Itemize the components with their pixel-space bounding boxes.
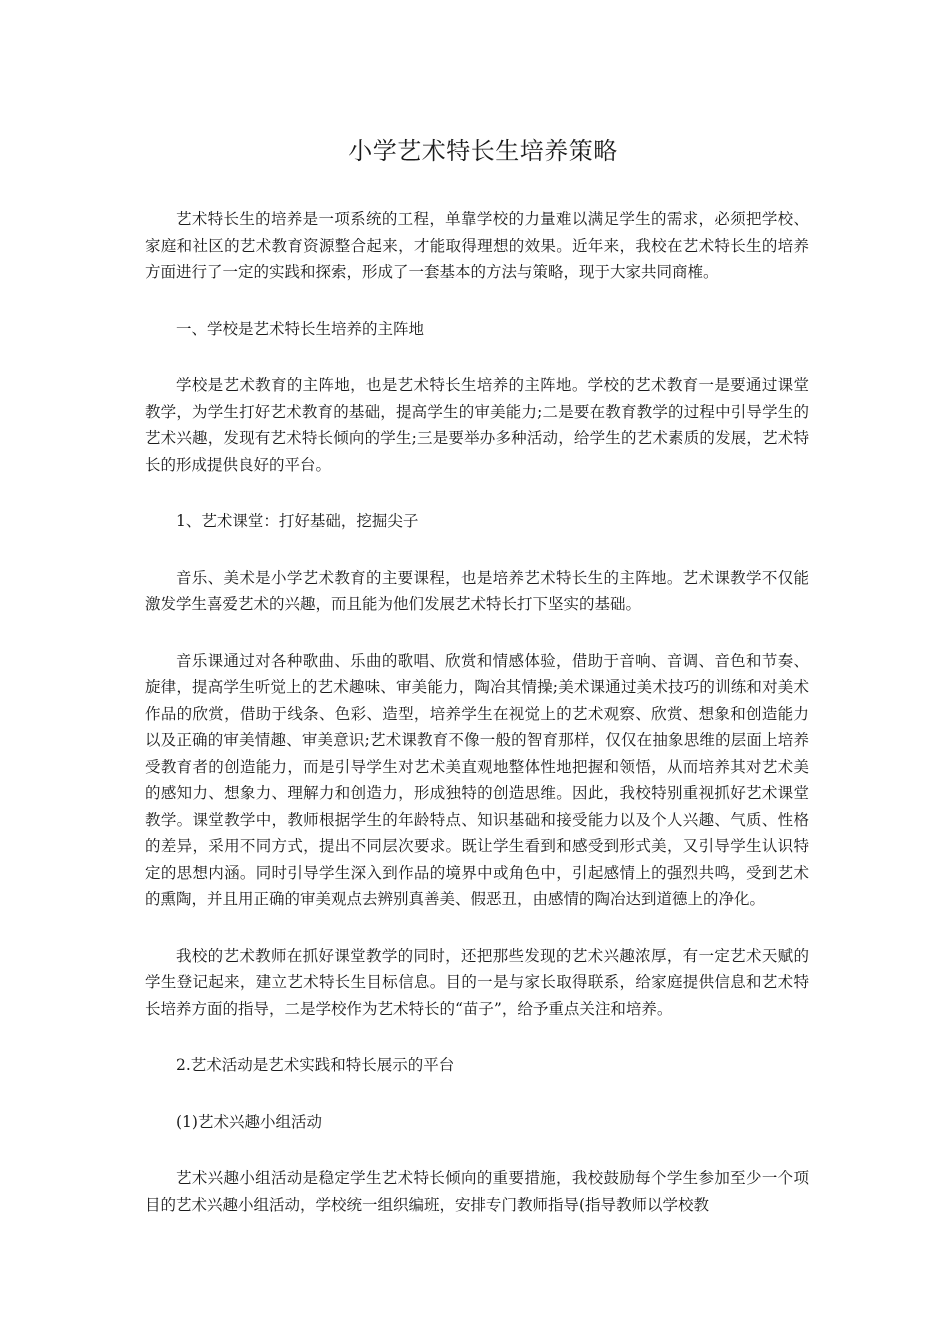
- subsection-heading-1: 1、艺术课堂：打好基础，挖掘尖子: [176, 512, 419, 530]
- spacer: [145, 286, 809, 316]
- spacer: [145, 478, 809, 508]
- spacer: [145, 1079, 809, 1109]
- spacer: [145, 535, 809, 565]
- spacer: [145, 618, 809, 648]
- spacer: [145, 174, 809, 206]
- section-heading-1: 一、学校是艺术特长生培养的主阵地: [176, 319, 425, 338]
- spacer: [145, 1135, 809, 1165]
- spacer: [145, 913, 809, 943]
- paragraph-school-main-position: 学校是艺术教育的主阵地，也是艺术特长生培养的主阵地。学校的艺术教育一是要通过课堂教学，为学生打好艺术教育的基础，提高学生的审美能力;二是要在教育教学的过程中引导学生的艺术兴趣，发现有艺术特长倾向的学生;三是要举办多种活动，给学生的艺术素质的发展，艺术特长的形成提供良好的平台。: [145, 376, 809, 474]
- subsection-heading-2: 2.艺术活动是艺术实践和特长展示的平台: [176, 1056, 455, 1074]
- spacer: [145, 342, 809, 372]
- document-body: [145, 128, 809, 1218]
- page-title: 小学艺术特长生培养策略: [348, 137, 618, 165]
- paragraph-talent-registration: 我校的艺术教师在抓好课堂教学的同时，还把那些发现的艺术兴趣浓厚，有一定艺术天赋的学生登记起来，建立艺术特长生目标信息。目的一是与家长取得联系，给家庭提供信息和艺术特长培养方面的指导，二是学校作为艺术特长的“苗子”，给予重点关注和培养。: [145, 946, 809, 1018]
- paragraph-intro: 艺术特长生的培养是一项系统的工程，单靠学校的力量难以满足学生的需求，必须把学校、家庭和社区的艺术教育资源整合起来，才能取得理想的效果。近年来，我校在艺术特长生的培养方面进行了一定的实践和探索，形成了一套基本的方法与策略，现于大家共同商榷。: [145, 210, 809, 281]
- paragraph-classroom-teaching: 音乐课通过对各种歌曲、乐曲的歌唱、欣赏和情感体验，借助于音响、音调、音色和节奏、旋律，提高学生听觉上的艺术趣味、审美能力，陶冶其情操;美术课通过美术技巧的训练和对美术作品的欣赏，借助于线条、色彩、造型，培养学生在视觉上的艺术观察、欣赏、想象和创造能力以及正确的审美情趣、审美意识;艺术课教育不像一般的智育那样，仅仅在抽象思维的层面上培养受教育者的创造能力，而是引导学生对艺术美直观地整体性地把握和领悟，从而培养其对艺术美的感知力、想象力、理解力和创造力，形成独特的创造思维。因此，我校特别重视抓好艺术课堂教学。课堂教学中，教师根据学生的年龄特点、知识基础和接受能力以及个人兴趣、气质、性格的差异，采用不同方式，提出不同层次要求。既让学生看到和感受到形式美，又引导学生认识特定的思想内涵。同时引导学生深入到作品的境界中或角色中，引起感情上的强烈共鸣，受到艺术的熏陶，并且用正确的审美观点去辨别真善美、假恶丑，由感情的陶冶达到道德上的净化。: [145, 651, 809, 908]
- spacer: [145, 1022, 809, 1052]
- paragraph-interest-groups: 艺术兴趣小组活动是稳定学生艺术特长倾向的重要措施，我校鼓励每个学生参加至少一个项目的艺术兴趣小组活动，学校统一组织编班，安排专门教师指导(指导教师以学校教: [145, 1169, 809, 1214]
- paragraph-music-art-courses: 音乐、美术是小学艺术教育的主要课程，也是培养艺术特长生的主阵地。艺术课教学不仅能激发学生喜爱艺术的兴趣，而且能为他们发展艺术特长打下坚实的基础。: [145, 568, 809, 613]
- subsection-heading-2-1: (1)艺术兴趣小组活动: [176, 1112, 322, 1131]
